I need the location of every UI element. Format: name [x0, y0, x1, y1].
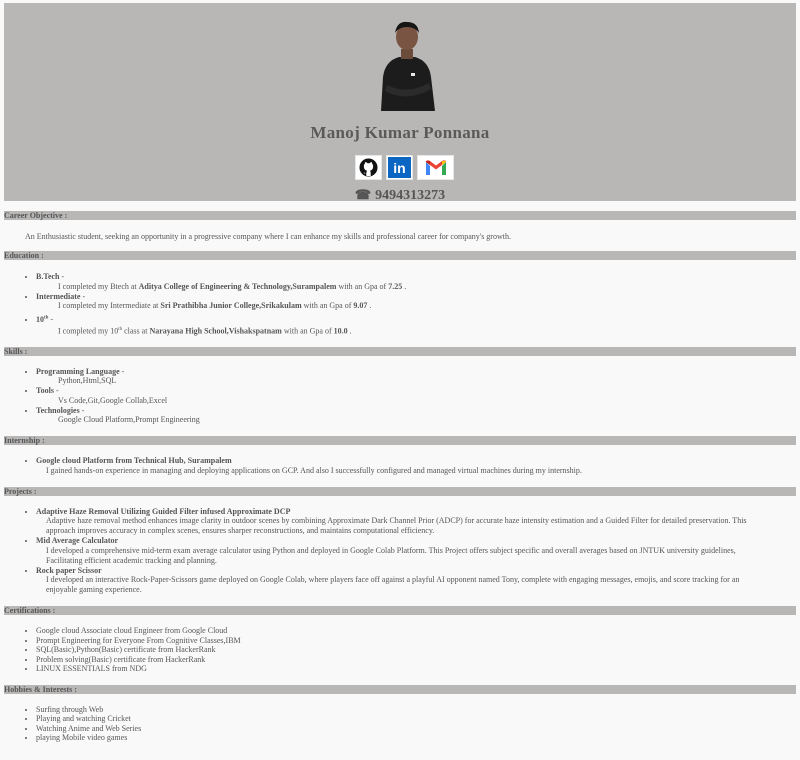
education-title: B.Tech: [36, 272, 60, 281]
career-text: An Enthusiastic student, seeking an opportunity in a progressive company where I can enhance my skills and professional career for company's growth.: [25, 232, 511, 241]
list-item: • Programming Language - Python,Html,SQL: [36, 367, 800, 387]
list-item: • playing Mobile video games: [36, 733, 800, 743]
social-links: [355, 155, 454, 180]
section-heading-certifications: Certifications :: [4, 606, 796, 615]
list-item: • Technologies - Google Cloud Platform,Prompt Engineering: [36, 406, 800, 426]
linkedin-icon: [388, 157, 411, 178]
list-item: • Adaptive Haze Removal Utilizing Guided Filter infused Approximate DCP Adaptive haze removal method enhances image clarity in outdoor scenes by combining Approximate Dark Channel Prior (ADCP) for accurate haze intensity estimation and a Guided Filter for detailed preservation. This approach improves accuracy in complex scenes, ensures sharper reconstructions, and maintains computational efficiency.: [36, 507, 772, 537]
education-list: [0, 272, 800, 337]
list-item: • Intermediate - I completed my Intermediate at Sri Prathibha Junior College,Srikakulam with an Gpa of 9.07 .: [36, 292, 800, 312]
list-item: • Google cloud Platform from Technical Hub, Surampalem I gained hands-on experience in managing and deploying applications on GCP. And also I successfully configured and managed virtual machines during my internship.: [36, 456, 800, 476]
projects-list: [0, 507, 800, 596]
section-heading-internship: Internship :: [4, 436, 796, 445]
profile-photo: [377, 15, 437, 111]
list-item: • Watching Anime and Web Series: [36, 724, 800, 734]
section-heading-education: Education :: [4, 251, 796, 260]
phone-number[interactable]: [4, 187, 796, 204]
list-item: • Google cloud Associate cloud Engineer from Google Cloud: [36, 626, 800, 636]
section-heading-projects: Projects :: [4, 487, 796, 496]
section-heading-skills: Skills :: [4, 347, 796, 356]
profile-name: Manoj Kumar Ponnana: [310, 123, 490, 142]
education-title: Intermediate: [36, 291, 81, 301]
linkedin-link[interactable]: [386, 155, 413, 180]
list-item: • Rock paper Scissor I developed an interactive Rock-Paper-Scissors game deployed on Google Colab, where players face off against a playful AI opponent named Tony, complete with engaging messages, emojis, and score tracking for an enjoyable gaming experience.: [36, 566, 772, 596]
section-heading-hobbies: Hobbies & Interests :: [4, 685, 796, 694]
education-desc: I completed my Intermediate at Sri Prathibha Junior College,Srikakulam with an Gpa of 9.07 .: [58, 301, 372, 310]
education-desc: I completed my 10th class at Narayana High School,Vishakspatnam with an Gpa of 10.0 .: [58, 326, 352, 336]
hobbies-list: [0, 705, 800, 743]
education-desc: I completed my Btech at Aditya College of Engineering & Technology,Surampalem with an Gpa of 7.25 .: [58, 281, 407, 291]
list-item: • SQL(Basic),Python(Basic) certificate from HackerRank: [36, 645, 800, 655]
list-item: • Problem solving(Basic) certificate from HackerRank: [36, 655, 800, 665]
internship-list: [0, 456, 800, 476]
gmail-icon: [425, 159, 447, 176]
certifications-list: [0, 626, 800, 674]
list-item: • Prompt Engineering for Everyone From Cognitive Classes,IBM: [36, 636, 800, 646]
list-item: • B.Tech - I completed my Btech at Aditya College of Engineering & Technology,Surampalem with an Gpa of 7.25 .: [36, 272, 800, 292]
education-title: 10th: [36, 314, 49, 324]
section-heading-career: Career Objective :: [4, 211, 796, 220]
github-link[interactable]: [355, 155, 382, 180]
phone-text: 9494313273: [375, 188, 446, 203]
list-item: • Playing and watching Cricket: [36, 714, 800, 724]
gmail-link[interactable]: [417, 155, 454, 180]
skills-list: [0, 367, 800, 426]
list-item: • Tools - Vs Code,Git,Google Collab,Excel: [36, 386, 800, 406]
list-item: • LINUX ESSENTIALS from NDG: [36, 664, 800, 674]
list-item: • Mid Average Calculator I developed a comprehensive mid-term exam average calculator using Python and deployed in Google Colab Platform. This Project offers subject specific and overall averages based on JNTUK university guidelines, Facilitating efficient academic tracking and planning.: [36, 536, 772, 566]
profile-header: [4, 3, 796, 201]
list-item: • 10th - I completed my 10th class at Narayana High School,Vishakspatnam with an Gpa of 10.0 .: [36, 313, 800, 337]
phone-icon: ☎: [354, 187, 372, 202]
github-icon: [359, 158, 378, 177]
linkedin-icon-text: in: [393, 159, 406, 176]
list-item: • Surfing through Web: [36, 705, 800, 715]
